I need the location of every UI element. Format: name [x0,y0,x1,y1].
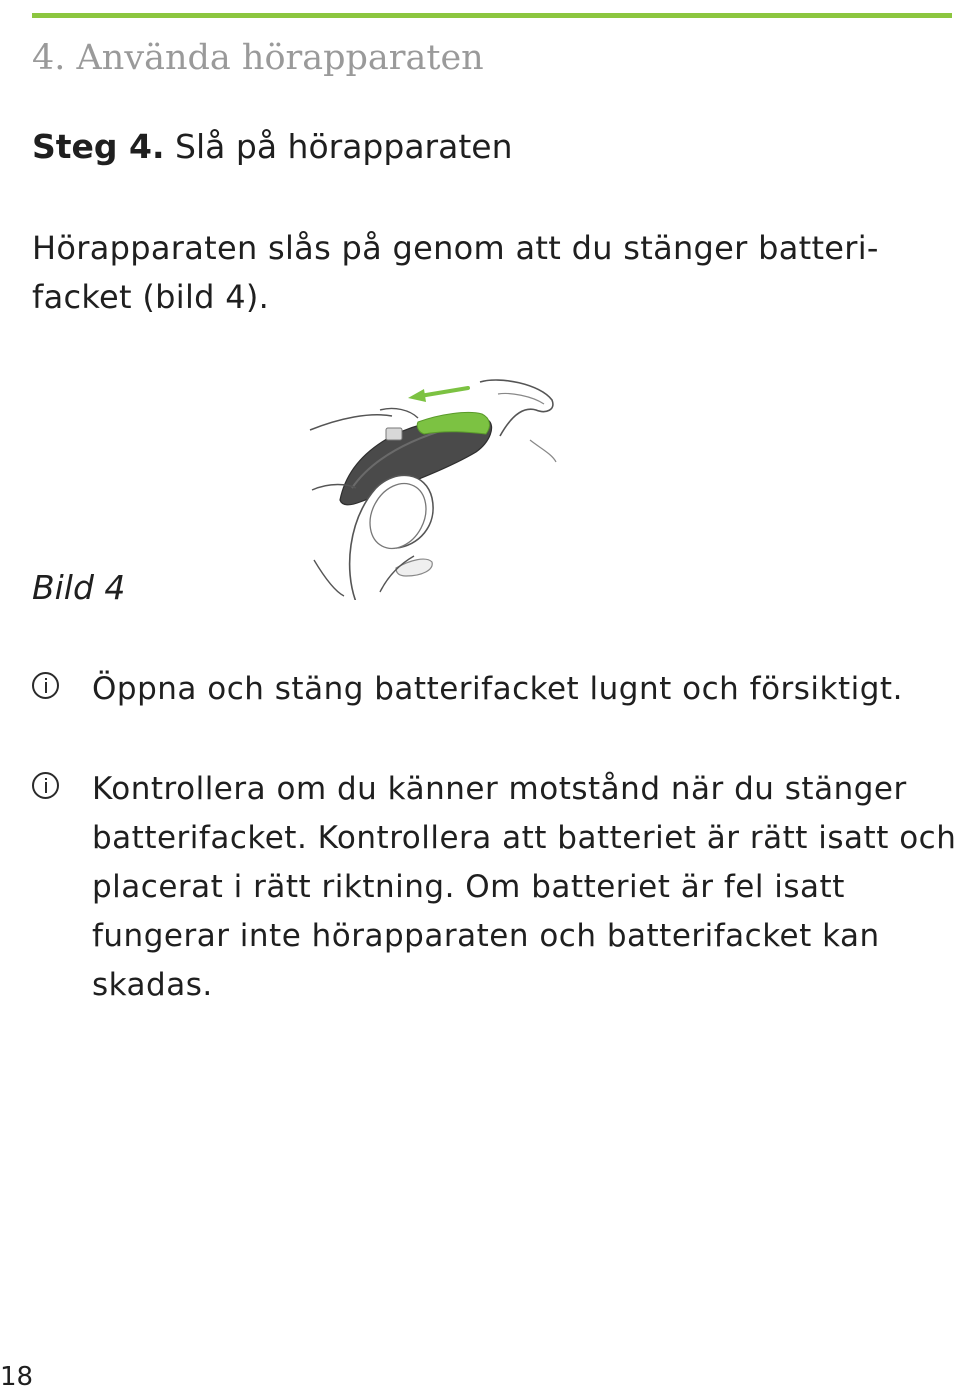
step-title: Slå på hörapparaten [175,127,513,166]
step-label: Steg 4. [32,127,165,166]
intro-paragraph: Hörapparaten slås på genom att du stänger batteri-facket (bild 4). [32,229,879,316]
info-icon [32,672,59,699]
info-note-text: Kontrollera om du känner motstånd när du stänger batterifacket. Kontrollera att batteriet är rätt isatt och placerat i rätt riktning. Om batteriet är fel isatt fungerar inte hörapparaten och batterifacket kan skadas. [92,771,957,1003]
figure-caption: Bild 4 [32,568,126,607]
info-icon [32,772,59,799]
info-note-text: Öppna och stäng batterifacket lugnt och försiktigt. [92,671,903,707]
header-rule [32,13,952,18]
chapter-title: 4. Använda hörapparaten [32,38,484,78]
step-heading [32,127,513,166]
page-number: 18 [0,1362,34,1392]
hearing-aid-illustration [300,370,570,600]
direction-arrow-icon [408,388,468,402]
